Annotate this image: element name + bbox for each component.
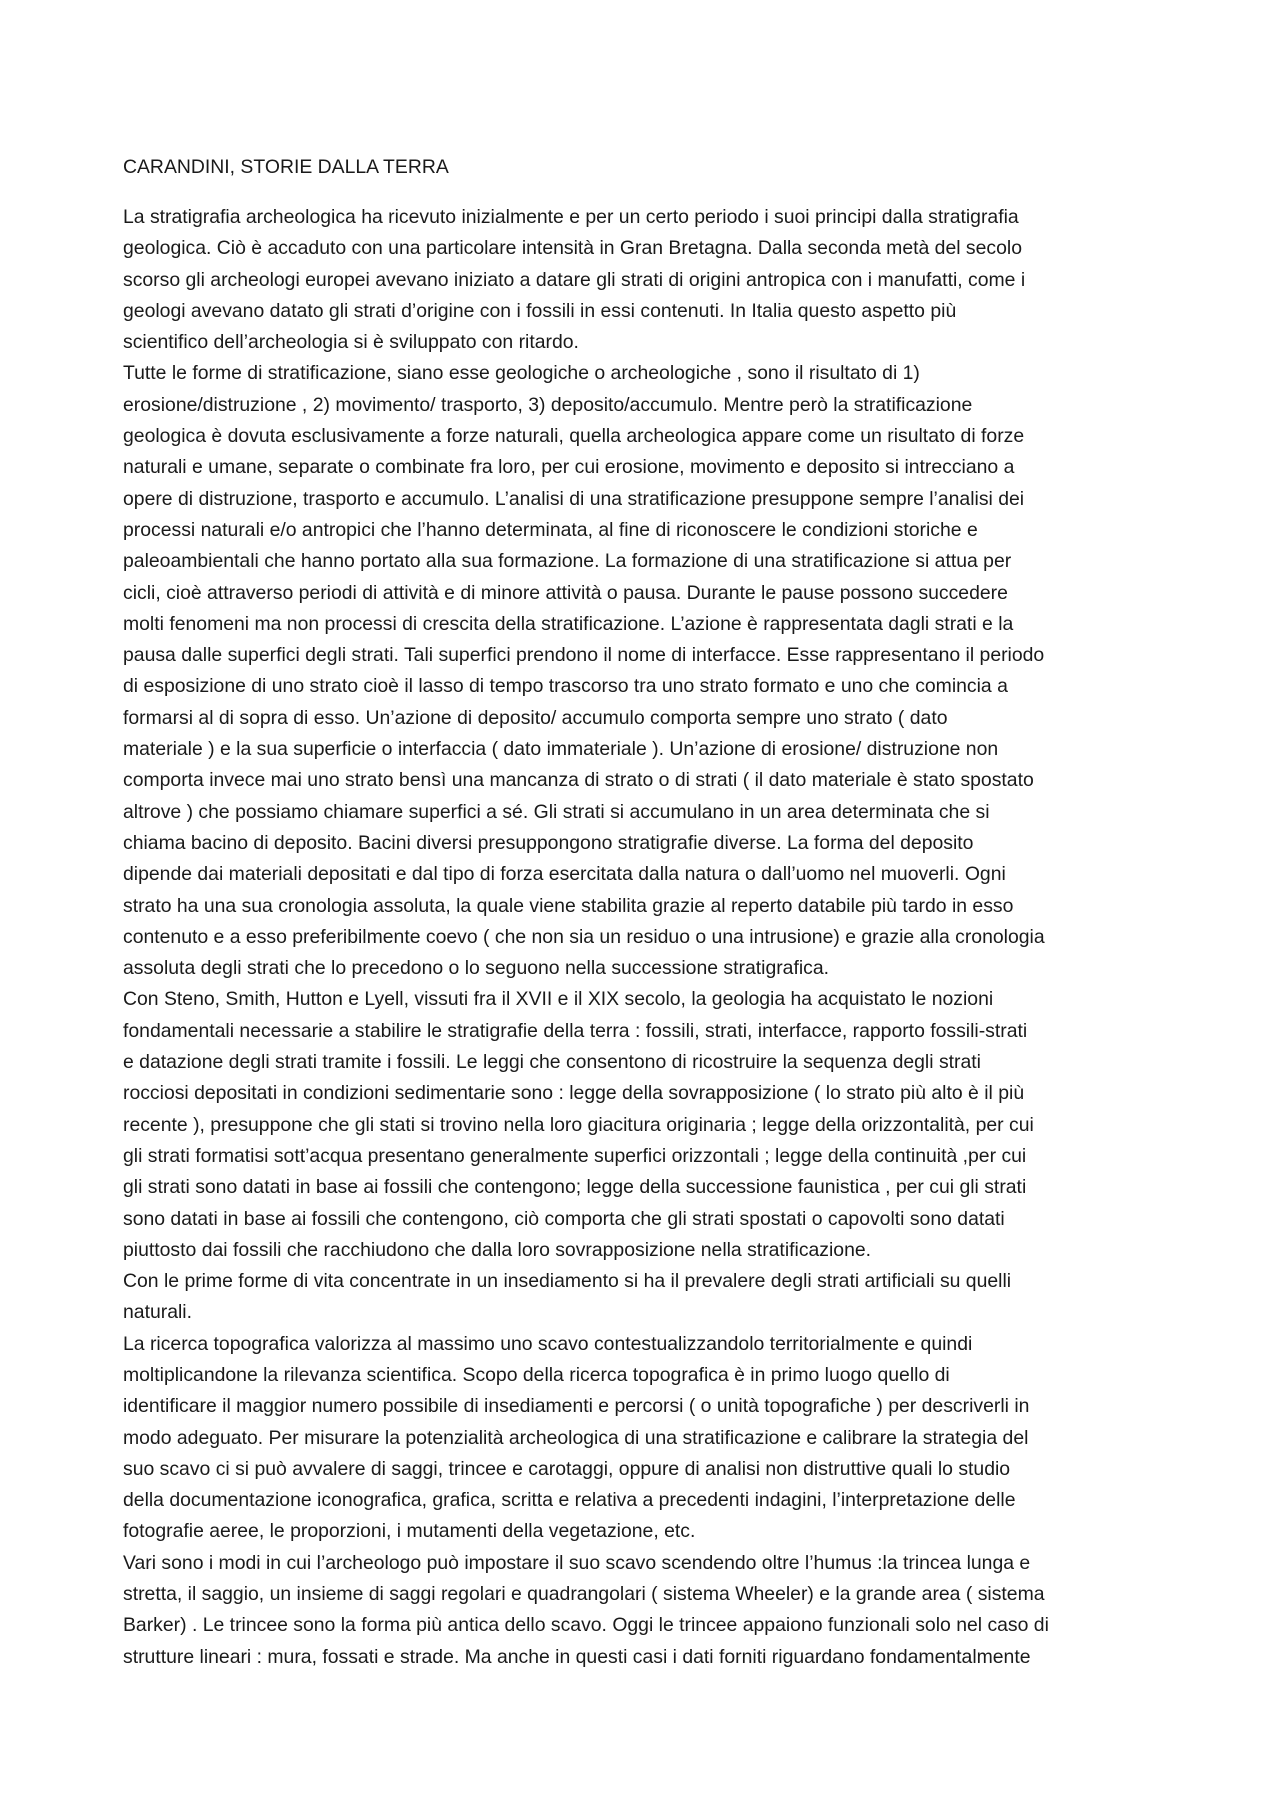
text-line: cicli, cioè attraverso periodi di attività e di minore attività o pausa. Durante le pause possono succedere [123,581,1008,604]
text-line: della documentazione iconografica, grafica, scritta e relativa a precedenti indagini, l’interpretazione delle [123,1489,1016,1512]
text-line: contenuto e a esso preferibilmente coevo ( che non sia un residuo o una intrusione) e grazie alla cronologia [123,925,1045,948]
document-body [123,202,1049,1673]
text-line: naturali. [123,1301,192,1324]
text-line: geologica. Ciò è accaduto con una particolare intensità in Gran Bretagna. Dalla seconda metà del secolo [123,237,1022,260]
text-line: erosione/distruzione , 2) movimento/ trasporto, 3) deposito/accumulo. Mentre però la stratificazione [123,393,973,416]
text-line: fotografie aeree, le proporzioni, i mutamenti della vegetazione, etc. [123,1520,696,1543]
text-line: opere di distruzione, trasporto e accumulo. L’analisi di una stratificazione presuppone sempre l’analisi dei [123,487,1025,510]
text-line: gli strati sono datati in base ai fossili che contengono; legge della successione faunistica , per cui gli strati [123,1176,1027,1199]
text-line: La ricerca topografica valorizza al massimo uno scavo contestualizzandolo territorialmente e quindi [123,1332,973,1355]
text-line: comporta invece mai uno strato bensì una mancanza di strato o di strati ( il dato materiale è stato spostato [123,769,1034,792]
text-line: La stratigrafia archeologica ha ricevuto inizialmente e per un certo periodo i suoi principi dalla stratigrafia [123,206,1019,228]
text-line: geologi avevano datato gli strati d’origine con i fossili in essi contenuti. In Italia questo aspetto più [123,299,957,322]
text-line: stretta, il saggio, un insieme di saggi regolari e quadrangolari ( sistema Wheeler) e la grande area ( sistema [123,1583,1045,1606]
text-line: naturali e umane, separate o combinate fra loro, per cui erosione, movimento e deposito si intrecciano a [123,456,1015,479]
text-line: suo scavo ci si può avvalere di saggi, trincee e carotaggi, oppure di analisi non distruttive quali lo studio [123,1457,1011,1480]
text-line: e datazione degli strati tramite i fossili. Le leggi che consentono di ricostruire la sequenza degli strati [123,1051,981,1074]
text-line: modo adeguato. Per misurare la potenzialità archeologica di una stratificazione e calibrare la strategia del [123,1426,1029,1449]
text-line: fondamentali necessarie a stabilire le stratigrafie della terra : fossili, strati, interfacce, rapporto fossili-strati [123,1019,1028,1042]
text-line: Con le prime forme di vita concentrate in un insediamento si ha il prevalere degli strati artificiali su quelli [123,1270,1012,1293]
document-title: CARANDINI, STORIE DALLA TERRA [123,156,449,178]
text-line: processi naturali e/o antropici che l’hanno determinata, al fine di riconoscere le condizioni storiche e [123,518,978,541]
text-line: moltiplicandone la rilevanza scientifica. Scopo della ricerca topografica è in primo luogo quello di [123,1363,950,1386]
text-line: scientifico dell’archeologia si è sviluppato con ritardo. [123,331,579,354]
text-line: Tutte le forme di stratificazione, siano esse geologiche o archeologiche , sono il risultato di 1) [123,362,920,385]
text-line: dipende dai materiali depositati e dal tipo di forza esercitata dalla natura o dall’uomo nel muoverli. Ogni [123,863,1006,886]
text-line: piuttosto dai fossili che racchiudono che dalla loro sovrapposizione nella stratificazione. [123,1238,872,1261]
text-line: Barker) . Le trincee sono la forma più antica dello scavo. Oggi le trincee appaiono funzionali solo nel caso di [123,1614,1049,1637]
text-line: Con Steno, Smith, Hutton e Lyell, vissuti fra il XVII e il XIX secolo, la geologia ha acquistato le nozioni [123,988,994,1011]
text-line: Vari sono i modi in cui l’archeologo può impostare il suo scavo scendendo oltre l’humus :la trincea lunga e [123,1551,1031,1574]
text-line: strato ha una sua cronologia assoluta, la quale viene stabilita grazie al reperto databile più tardo in esso [123,894,1014,917]
text-line: rocciosi depositati in condizioni sedimentarie sono : legge della sovrapposizione ( lo strato più alto è il più [123,1082,1025,1105]
text-line: molti fenomeni ma non processi di crescita della stratificazione. L’azione è rappresentata dagli strati e la [123,612,1014,635]
text-line: strutture lineari : mura, fossati e strade. Ma anche in questi casi i dati forniti riguardano fondamentalmente [123,1645,1031,1668]
text-line: scorso gli archeologi europei avevano iniziato a datare gli strati di origini antropica con i manufatti, come i [123,268,1026,291]
text-line: gli strati formatisi sott’acqua presentano generalmente superfici orizzontali ; legge della continuità ,per cui [123,1144,1027,1167]
text-line: altrove ) che possiamo chiamare superfici a sé. Gli strati si accumulano in un area determinata che si [123,800,990,823]
text-line: assoluta degli strati che lo precedono o lo seguono nella successione stratigrafica. [123,957,830,980]
text-line: identificare il maggior numero possibile di insediamenti e percorsi ( o unità topografiche ) per descriverli in [123,1395,1030,1418]
text-line: geologica è dovuta esclusivamente a forze naturali, quella archeologica appare come un risultato di forze [123,425,1025,448]
text-line: paleoambientali che hanno portato alla sua formazione. La formazione di una stratificazione si attua per [123,550,1012,573]
text-line: formarsi al di sopra di esso. Un’azione di deposito/ accumulo comporta sempre uno strato ( dato [123,706,948,729]
text-line: materiale ) e la sua superficie o interfaccia ( dato immateriale ). Un’azione di erosione/ distruzione non [123,738,999,761]
text-line: chiama bacino di deposito. Bacini diversi presuppongono stratigrafie diverse. La forma del deposito [123,831,974,854]
text-line: sono datati in base ai fossili che contengono, ciò comporta che gli strati spostati o capovolti sono datati [123,1207,1005,1230]
text-line: recente ), presuppone che gli stati si trovino nella loro giacitura originaria ; legge della orizzontalità, per cui [123,1113,1034,1136]
text-line: di esposizione di uno strato cioè il lasso di tempo trascorso tra uno strato formato e uno che comincia a [123,675,1008,698]
text-line: pausa dalle superfici degli strati. Tali superfici prendono il nome di interfacce. Esse rappresentano il periodo [123,644,1045,667]
